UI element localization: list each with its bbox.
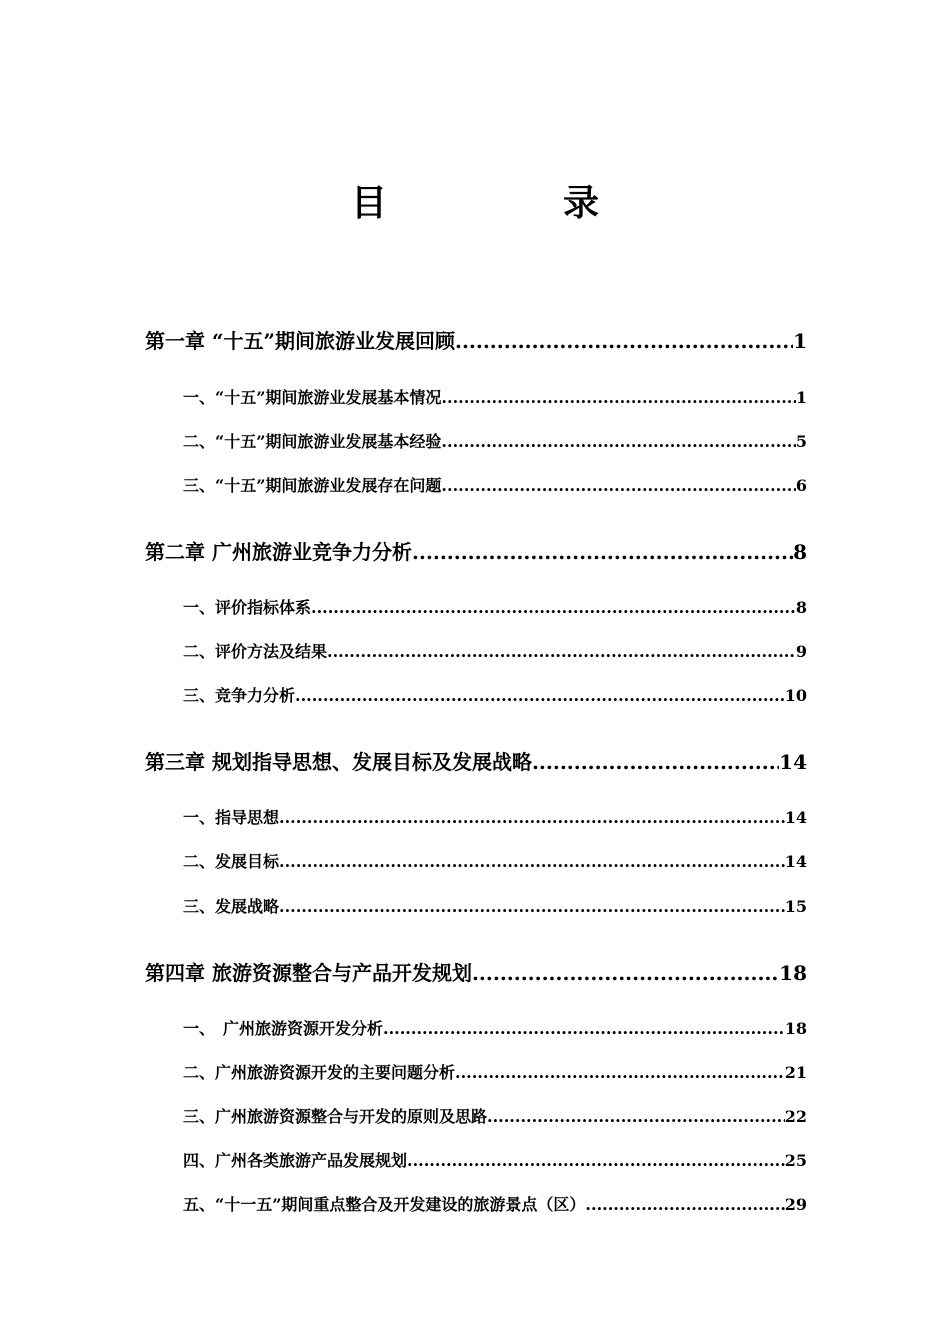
dot-leader [441,473,795,499]
toc-page-number: 15 [784,897,807,916]
toc-section-entry[interactable] [183,639,807,665]
toc-section-entry[interactable] [183,1192,807,1218]
dot-leader [279,894,785,920]
toc-entry-title: 第四章 旅游资源整合与产品开发规划 [145,961,472,985]
toc-page-number: 6 [795,476,807,495]
dot-leader [455,1060,785,1086]
dot-leader [327,639,796,665]
toc-section-entry[interactable] [183,849,807,875]
toc-section-entry[interactable] [183,1060,807,1086]
toc-page-number: 1 [795,388,807,407]
toc-entry-title: 一、指导思想 [183,808,280,827]
toc-page-number: 14 [784,808,807,827]
toc-chapter-entry[interactable] [145,537,807,567]
dot-leader [407,1148,785,1174]
dot-leader [279,805,785,831]
toc-entry-title: 二、评价方法及结果 [183,642,328,661]
toc-entry-title: 三、发展战略 [183,897,280,916]
toc-page-number: 21 [784,1063,807,1082]
toc-page-number: 22 [784,1107,807,1126]
toc-entry-title: 四、广州各类旅游产品发展规划 [183,1151,408,1170]
toc-entry-title: 三、竞争力分析 [183,686,296,705]
toc-page-number: 25 [784,1151,807,1170]
toc-page-number: 18 [779,961,807,985]
toc-page-number: 5 [795,432,807,451]
toc-section-entry[interactable] [183,805,807,831]
toc-entry-title: 第三章 规划指导思想、发展目标及发展战略 [145,750,532,774]
toc-section-entry[interactable] [183,385,807,411]
dot-leader [295,683,785,709]
toc-section-entry[interactable] [183,1104,807,1130]
page-title: 目 录 [350,182,669,224]
toc-entry-title: 二、发展目标 [183,852,280,871]
dot-leader [383,1016,785,1042]
toc-entry-title: 三、广州旅游资源整合与开发的原则及思路 [183,1107,488,1126]
dot-leader [585,1192,784,1218]
toc-page-number: 10 [784,686,807,705]
toc-section-entry[interactable] [183,595,807,621]
toc-entry-title: 五、“十一五”期间重点整合及开发建设的旅游景点（区） [183,1195,586,1214]
toc-entry-title: 一、 广州旅游资源开发分析 [183,1019,384,1038]
toc-section-entry[interactable] [183,683,807,709]
dot-leader [441,429,795,455]
toc-section-entry[interactable] [183,429,807,455]
toc-page-number: 1 [793,329,807,353]
toc-entry-title: 三、“十五”期间旅游业发展存在问题 [183,476,442,495]
toc-page-number: 9 [795,642,807,661]
toc-page-number: 8 [793,540,807,564]
toc-entry-title: 二、“十五”期间旅游业发展基本经验 [183,432,442,451]
toc-entry-title: 第二章 广州旅游业竞争力分析 [145,540,412,564]
toc-page-number: 18 [784,1019,807,1038]
toc-entry-title: 二、广州旅游资源开发的主要问题分析 [183,1063,456,1082]
toc-page-number: 14 [779,750,807,774]
dot-leader [441,385,795,411]
toc-entry-title: 一、评价指标体系 [183,598,312,617]
toc-page-number: 29 [784,1195,807,1214]
toc-chapter-entry[interactable] [145,747,807,777]
toc-entry-title: 第一章 “十五”期间旅游业发展回顾 [145,329,455,353]
dot-leader [472,958,779,988]
dot-leader [487,1104,785,1130]
dot-leader [279,849,785,875]
toc-section-entry[interactable] [183,473,807,499]
toc-section-entry[interactable] [183,1016,807,1042]
toc-chapter-entry[interactable] [145,958,807,988]
toc-entry-title: 一、“十五”期间旅游业发展基本情况 [183,388,442,407]
toc-chapter-entry[interactable] [145,326,807,356]
toc-section-entry[interactable] [183,1148,807,1174]
toc-page-number: 8 [795,598,807,617]
dot-leader [311,595,796,621]
dot-leader [455,326,793,356]
toc-section-entry[interactable] [183,894,807,920]
dot-leader [532,747,779,777]
dot-leader [412,537,793,567]
toc-page-number: 14 [784,852,807,871]
